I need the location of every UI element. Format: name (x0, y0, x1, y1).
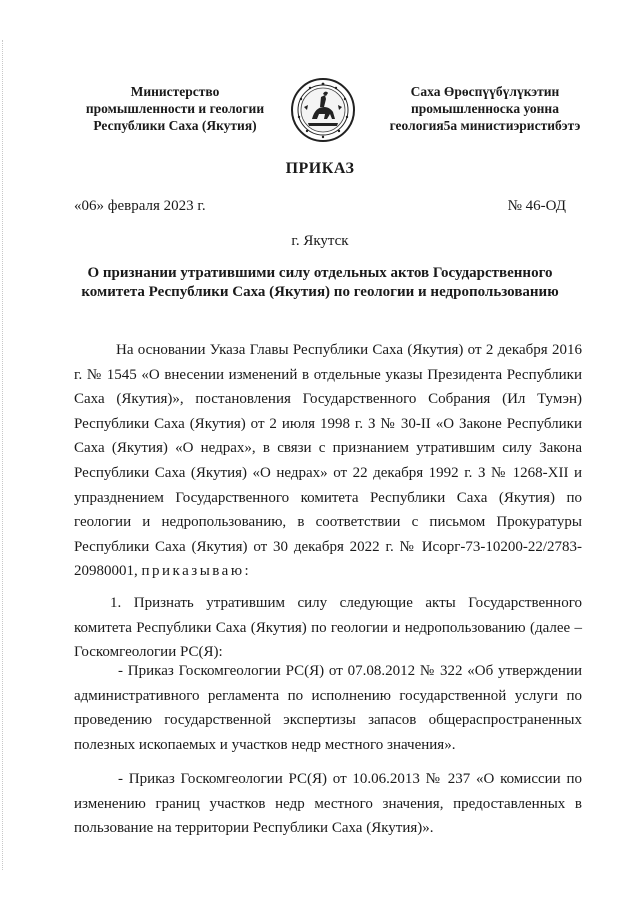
document-subject: О признании утратившими силу отдельных актов Государственного комитета Республики Саха (Якутия) по геологии и недропользованию (81, 265, 559, 300)
ministry-ru-line-3: Республики Саха (Якутия) (93, 118, 257, 133)
item-1b-paragraph: - Приказ Госкомгеологии РС(Я) от 10.06.2013 № 237 «О комиссии по изменению границ участков недр местного значения, предоставленных в пользование на территории Республики Саха (Якутия)». (74, 771, 582, 837)
document-title: ПРИКАЗ (285, 160, 355, 177)
preamble-paragraph (74, 338, 582, 584)
document-city: г. Якутск (291, 233, 349, 249)
ministry-ru-line-1: Министерство (130, 84, 220, 99)
ministry-sah-line-3: геология5а министиэристибэтэ (389, 118, 581, 133)
order-keyword: приказываю: (141, 563, 252, 580)
ministry-ru-line-2: промышленности и геологии (85, 101, 265, 116)
document-date: «06» февраля 2023 г. (74, 198, 206, 214)
ministry-name-russian (80, 83, 270, 134)
coat-of-arms-emblem-icon (290, 77, 356, 143)
item-1a-paragraph: - Приказ Госкомгеологии РС(Я) от 07.08.2012 № 322 «Об утверждении административного регламента по исполнению государственной услуги по проведению государственной экспертизы запасов общераспространенных полезных ископаемых и участков недр местного значения». (74, 663, 582, 753)
document-number: № 46-ОД (507, 198, 566, 214)
item-1-paragraph: 1. Признать утратившим силу следующие акты Государственного комитета Республики Саха (Якутия) по геологии и недропользованию (далее – Госкомгеологии РС(Я): (74, 595, 582, 661)
ministry-sah-line-2: промышленноска уонна (411, 101, 559, 116)
ministry-sah-line-1: Саха Өрөспүүбүлүкэтин (410, 84, 560, 99)
preamble-text: На основании Указа Главы Республики Саха (Якутия) от 2 декабря 2016 г. № 1545 «О внесении изменений в отдельные указы Президента Республики Саха (Якутия)», постановления Государственного Собрания (Ил Тумэн) Республики Саха (Якутия) от 2 июля 1998 г. З № 30-II «О Законе Республики Саха (Якутия) «О недрах», в связи с признанием утратившим силу Закона Республики Саха (Якутия) «О недрах» от 22 декабря 1992 г. З № 1268-XII и упразднением Государственного комитета Республики Саха (Якутия) по геологии и недропользованию, в соответствии с письмом Прокуратуры Республики Саха (Якутия) от 30 декабря 2022 г. № Исорг-73-10200-22/2783-20980001, (74, 342, 582, 580)
ministry-name-yakut (375, 83, 595, 134)
